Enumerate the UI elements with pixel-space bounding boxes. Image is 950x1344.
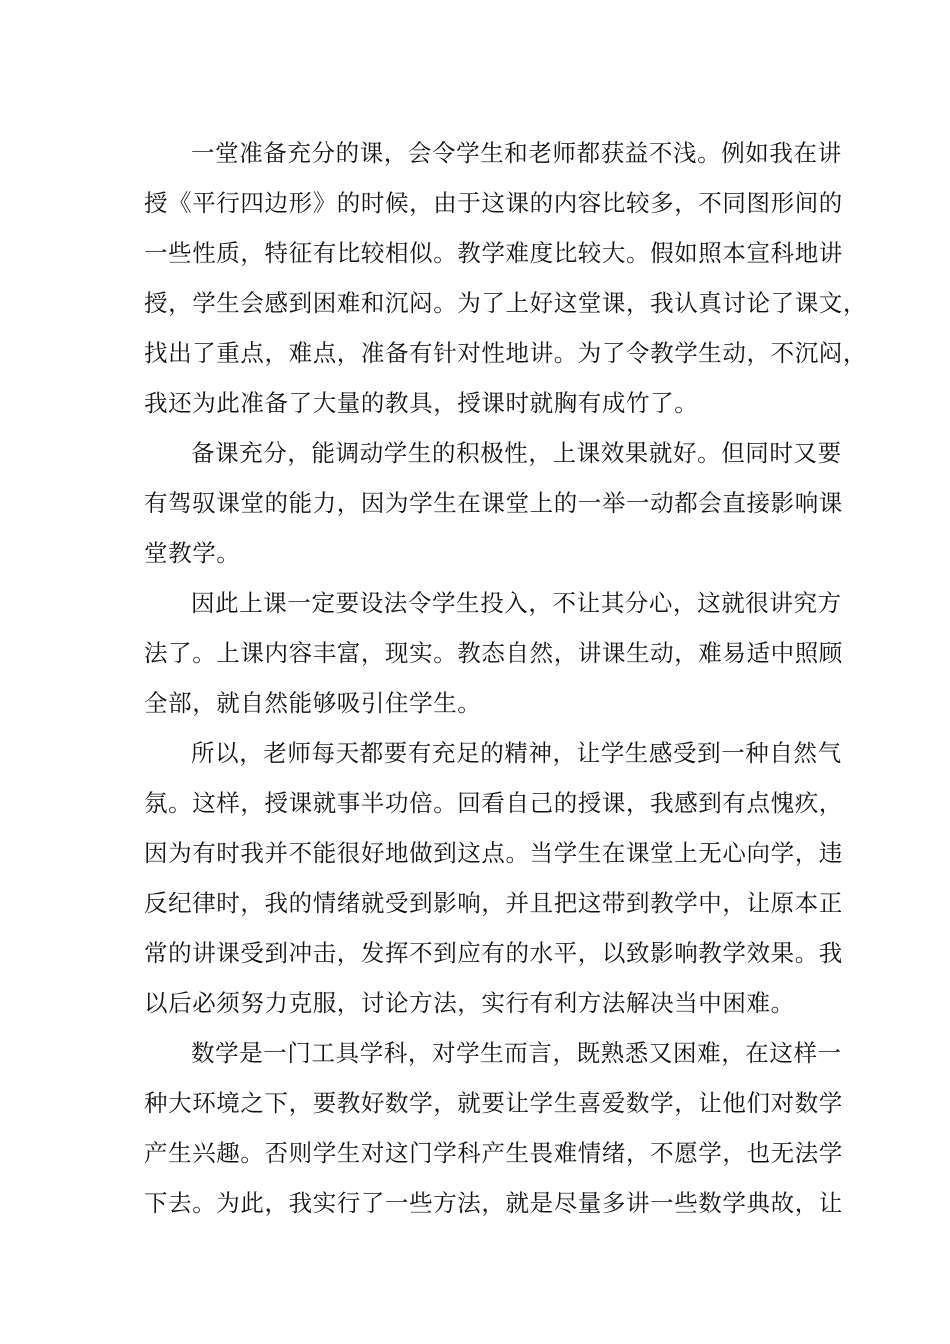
text-line: 全部，就自然能够吸引住学生。 bbox=[144, 689, 482, 717]
paragraph-3 bbox=[144, 578, 843, 728]
text-line: 因为有时我并不能很好地做到这点。当学生在课堂上无心向学，违 bbox=[144, 839, 843, 867]
paragraph-4 bbox=[144, 728, 843, 1028]
text-line: 以后必须努力克服，讨论方法，实行有利方法解决当中困难。 bbox=[144, 989, 795, 1017]
text-line: 产生兴趣。否则学生对这门学科产生畏难情绪，不愿学，也无法学 bbox=[144, 1139, 843, 1167]
text-line: 反纪律时，我的情绪就受到影响，并且把这带到教学中，让原本正 bbox=[144, 889, 843, 917]
text-line: 种大环境之下，要教好数学，就要让学生喜爱数学，让他们对数学 bbox=[144, 1089, 843, 1117]
text-line: 法了。上课内容丰富，现实。教态自然，讲课生动，难易适中照顾 bbox=[144, 639, 843, 667]
text-line: 授，学生会感到困难和沉闷。为了上好这堂课，我认真讨论了课文， bbox=[144, 289, 867, 317]
text-line: 常的讲课受到冲击，发挥不到应有的水平，以致影响教学效果。我 bbox=[144, 939, 843, 967]
text-line: 我还为此准备了大量的教具，授课时就胸有成竹了。 bbox=[144, 389, 699, 417]
text-line: 下去。为此，我实行了一些方法，就是尽量多讲一些数学典故，让 bbox=[144, 1189, 843, 1217]
text-line: 氛。这样，授课就事半功倍。回看自己的授课，我感到有点愧疚， bbox=[144, 789, 843, 817]
text-line: 所以，老师每天都要有充足的精神，让学生感受到一种自然气 bbox=[191, 739, 842, 767]
text-line: 找出了重点，难点，准备有针对性地讲。为了令教学生动，不沉闷， bbox=[144, 339, 867, 367]
text-line: 一堂准备充分的课，会令学生和老师都获益不浅。例如我在讲 bbox=[191, 139, 842, 167]
paragraph-1 bbox=[144, 128, 867, 428]
text-line: 数学是一门工具学科，对学生而言，既熟悉又困难，在这样一 bbox=[191, 1039, 842, 1067]
text-line: 一些性质，特征有比较相似。教学难度比较大。假如照本宣科地讲 bbox=[144, 239, 843, 267]
paragraph-2 bbox=[144, 428, 843, 578]
text-line: 备课充分，能调动学生的积极性，上课效果就好。但同时又要 bbox=[191, 439, 842, 467]
text-line: 堂教学。 bbox=[144, 539, 241, 567]
document-body bbox=[144, 128, 867, 1228]
text-line: 有驾驭课堂的能力，因为学生在课堂上的一举一动都会直接影响课 bbox=[144, 489, 843, 517]
text-line: 因此上课一定要设法令学生投入，不让其分心，这就很讲究方 bbox=[191, 589, 842, 617]
paragraph-5 bbox=[144, 1028, 843, 1228]
text-line: 授《平行四边形》的时候，由于这课的内容比较多，不同图形间的 bbox=[144, 189, 843, 217]
